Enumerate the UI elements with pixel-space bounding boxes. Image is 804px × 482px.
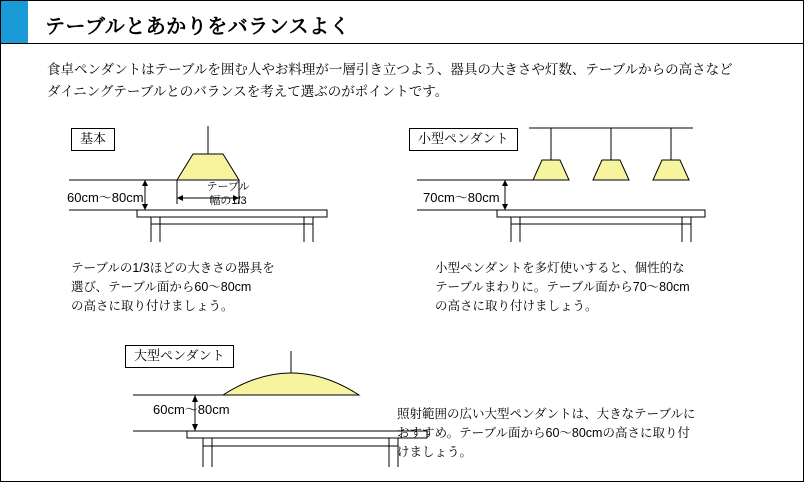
caption-small-pendant <box>435 259 690 316</box>
figure-small-pendant <box>401 126 741 246</box>
caption-small-pendant-line-1: 小型ペンダントを多灯使いすると、個性的な <box>435 261 685 275</box>
page-title: テーブルとあかりをバランスよく <box>45 16 351 38</box>
intro-line-1: 食卓ペンダントはテーブルを囲む人やお料理が一層引き立つよう、器具の大きさや灯数、テーブルからの高さなど <box>47 62 733 77</box>
intro-paragraph <box>47 59 777 103</box>
dimension-small-pendant: 70cm〜80cm <box>423 190 500 205</box>
caption-small-pendant-line-2: テーブルまわりに。テーブル面から70〜80cm <box>435 280 690 294</box>
section-label-large-pendant: 大型ペンダント <box>125 345 234 368</box>
inner-note-basic <box>199 180 257 208</box>
inner-note-basic-line-1: テーブル <box>206 181 250 193</box>
section-label-basic: 基本 <box>71 128 115 151</box>
caption-small-pendant-line-3: の高さに取り付けましょう。 <box>435 299 598 313</box>
page-header <box>1 1 803 44</box>
inner-note-basic-line-2: 幅の1/3 <box>209 195 247 207</box>
header-accent-bar <box>1 1 28 43</box>
dimension-large-pendant: 60cm〜80cm <box>153 402 230 417</box>
caption-large-pendant-line-2: おすすめ。テーブル面から60〜80cmの高さに取り付 <box>397 426 690 440</box>
caption-large-pendant-line-3: けましょう。 <box>397 445 473 459</box>
caption-basic <box>71 259 275 316</box>
intro-line-2: ダイニングテーブルとのバランスを考えて選ぶのがポイントです。 <box>47 84 449 99</box>
dimension-basic: 60cm〜80cm <box>67 190 144 205</box>
section-label-small-pendant: 小型ペンダント <box>409 128 518 151</box>
caption-large-pendant-line-1: 照射範囲の広い大型ペンダントは、大きなテーブルに <box>397 407 696 421</box>
caption-large-pendant <box>397 405 696 462</box>
caption-basic-line-3: の高さに取り付けましょう。 <box>71 299 234 313</box>
caption-basic-line-1: テーブルの1/3ほどの大きさの器具を <box>71 261 275 275</box>
caption-basic-line-2: 選び、テーブル面から60〜80cm <box>71 280 252 294</box>
